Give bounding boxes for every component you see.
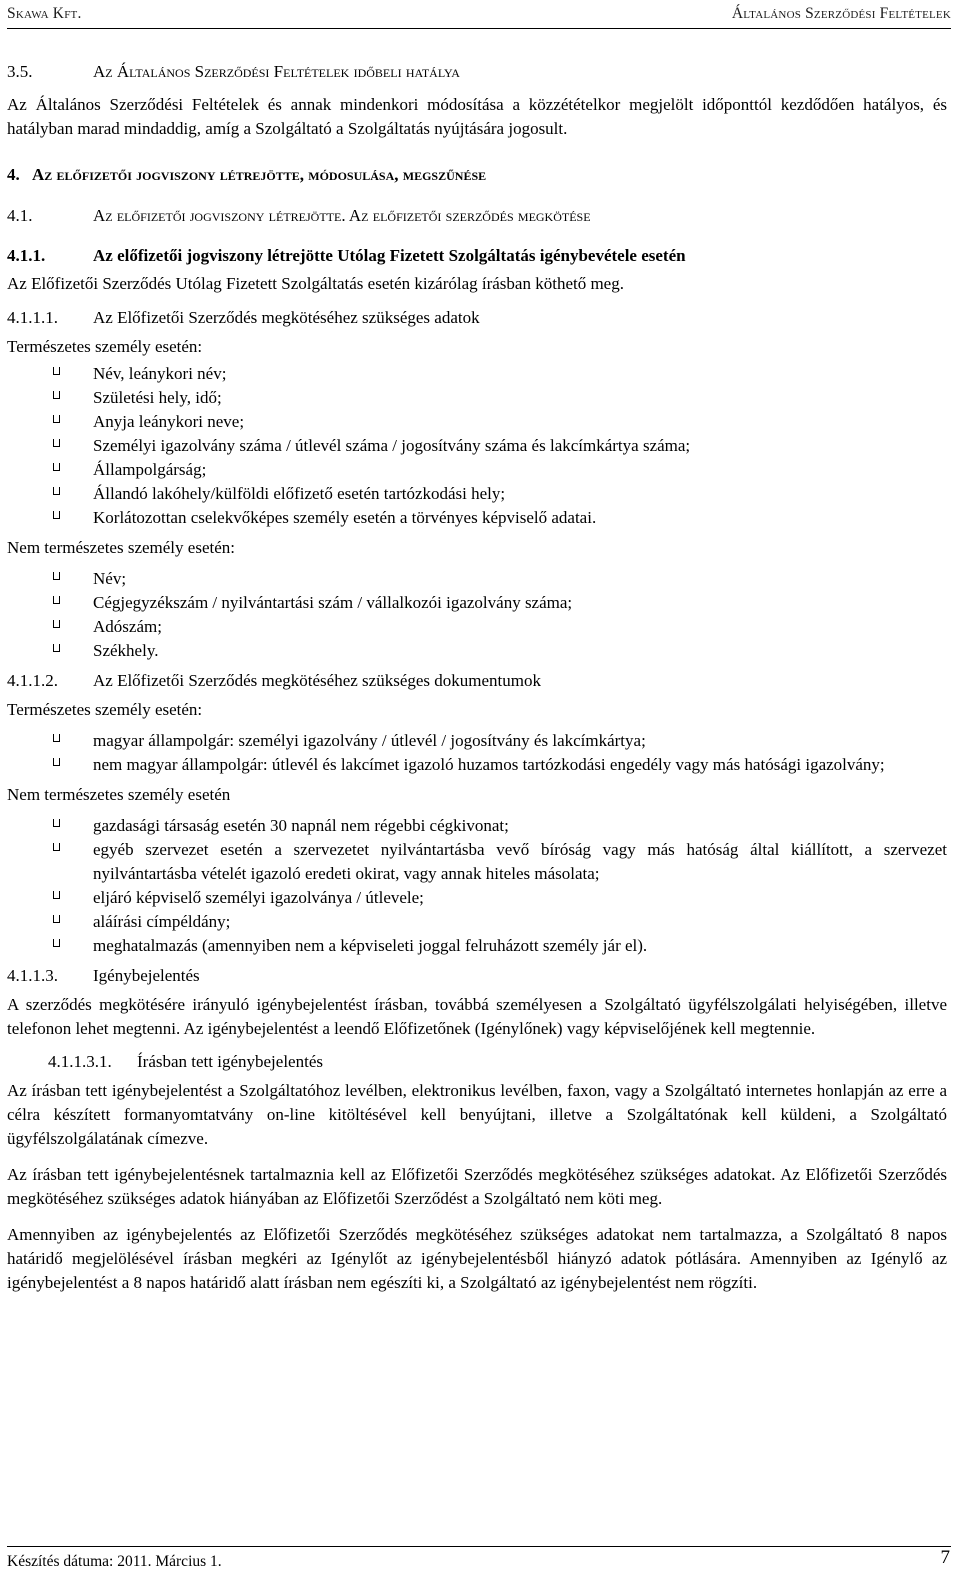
list-item: egyéb szervezet esetén a szervezetet nyilvántartásba vevő bíróság vagy más hatóság által kiállított, a szervezet nyilvántartásba vételét igazoló eredeti okirat, vagy annak hiteles másolata; — [7, 838, 947, 886]
section-title: Az Általános Szerződési Feltételek időbeli hatálya — [93, 62, 460, 81]
section-title: Írásban tett igénybejelentés — [137, 1052, 323, 1071]
bullet-square-icon — [53, 511, 60, 519]
list-item: Székhely. — [7, 639, 947, 663]
header-rule — [7, 28, 951, 29]
bullet-square-icon — [53, 734, 60, 742]
page-number: 7 — [940, 1547, 950, 1568]
footer-date: Készítés dátuma: 2011. Március 1. — [7, 1553, 222, 1570]
section-title: Az Előfizetői Szerződés megkötéséhez szükséges dokumentumok — [93, 671, 542, 690]
bullet-square-icon — [53, 915, 60, 923]
section-title: Az előfizetői jogviszony létrejötte Utólag Fizetett Szolgáltatás igénybevétele esetén — [93, 246, 686, 265]
bullet-square-icon — [53, 758, 60, 766]
section-heading-3-5 — [7, 60, 947, 84]
paragraph-3-5: Az Általános Szerződési Feltételek és annak mindenkori módosítása a közzétételkor megjelölt időponttól kezdődően hatályos, és hatályban marad mindaddig, amíg a Szolgáltató a Szolgáltatás nyújtására jogosult. — [7, 95, 947, 138]
bullet-square-icon — [53, 367, 60, 375]
bullet-square-icon — [53, 572, 60, 580]
section-number: 4.1.1. — [7, 246, 46, 265]
natural-person-label: Természetes személy esetén: — [7, 337, 203, 356]
list-item: Személyi igazolvány száma / útlevél száma / jogosítvány száma és lakcímkártya száma; — [7, 434, 947, 458]
legal-person-label: Nem természetes személy esetén: — [7, 538, 235, 557]
bullet-square-icon — [53, 644, 60, 652]
list-item: magyar állampolgár: személyi igazolvány / útlevél / jogosítvány és lakcímkártya; — [7, 729, 947, 753]
document-body — [7, 60, 947, 1295]
section-number: 4.1.1.1. — [7, 308, 58, 327]
section-number: 4.1.1.2. — [7, 671, 58, 690]
list-item: gazdasági társaság esetén 30 napnál nem régebbi cégkivonat; — [7, 814, 947, 838]
bullet-square-icon — [53, 391, 60, 399]
page-header — [7, 1, 951, 27]
section-heading-4-1-1-1 — [7, 306, 947, 330]
bullet-square-icon — [53, 620, 60, 628]
header-company: Skawa Kft. — [7, 5, 82, 22]
list-item: meghatalmazás (amennyiben nem a képviseleti joggal felruházott személy jár el). — [7, 934, 947, 958]
section-number: 4.1.1.3. — [7, 966, 58, 985]
bullet-square-icon — [53, 596, 60, 604]
list-item: nem magyar állampolgár: útlevél és lakcímet igazoló huzamos tartózkodási engedély vagy más hatósági igazolvány; — [7, 753, 947, 777]
legal-person-label: Nem természetes személy esetén — [7, 785, 231, 804]
section-heading-4-1-1 — [7, 244, 947, 268]
section-number: 3.5. — [7, 62, 33, 81]
legal-person-documents-list — [7, 814, 947, 958]
list-item: Állandó lakóhely/külföldi előfizető esetén tartózkodási hely; — [7, 482, 947, 506]
section-title: Az előfizetői jogviszony létrejötte. Az előfizetői szerződés megkötése — [93, 206, 591, 225]
paragraph-4-1-1-3-1-a: Az írásban tett igénybejelentést a Szolgáltatóhoz levélben, elektronikus levélben, faxon, vagy a Szolgáltató internetes honlapján az erre a célra készített formanyomtatvány on-line kitöltésével kell benyújtani, illetve a Szolgáltatónak kell küldeni, a Szolgáltató ügyfélszolgálatának címezve. — [7, 1081, 947, 1148]
bullet-square-icon — [53, 439, 60, 447]
section-number: 4. — [7, 165, 20, 184]
list-item: Állampolgárság; — [7, 458, 947, 482]
list-item: Születési hely, idő; — [7, 386, 947, 410]
paragraph-4-1-1-3-1-b: Az írásban tett igénybejelentésnek tartalmaznia kell az Előfizetői Szerződés megkötéséhez szükséges adatokat. Az Előfizetői Szerződés megkötéséhez szükséges adatok hiányában az Előfizetői Szerződést a Szolgáltató nem köti meg. — [7, 1165, 947, 1208]
bullet-square-icon — [53, 487, 60, 495]
list-item: Korlátozottan cselekvőképes személy esetén a törvényes képviselő adatai. — [7, 506, 947, 530]
header-doc-title: Általános Szerződési Feltételek — [731, 5, 951, 22]
section-heading-4 — [7, 163, 947, 187]
section-heading-4-1-1-2 — [7, 669, 947, 693]
section-title: Az előfizetői jogviszony létrejötte, módosulása, megszűnése — [32, 165, 487, 184]
list-item: Név; — [7, 567, 947, 591]
list-item: eljáró képviselő személyi igazolványa / útlevele; — [7, 886, 947, 910]
footer-rule — [7, 1546, 951, 1547]
list-item: Adószám; — [7, 615, 947, 639]
page-footer — [7, 1547, 951, 1576]
bullet-square-icon — [53, 939, 60, 947]
natural-person-documents-list — [7, 729, 947, 777]
bullet-square-icon — [53, 415, 60, 423]
paragraph-4-1-1-3-1-c: Amennyiben az igénybejelentés az Előfizetői Szerződés megkötéséhez szükséges adatokat nem tartalmazza, a Szolgáltató 8 napos határidő megjelölésével írásban megkéri az Igénylőt az igénybejelentésből hiányzó adatok pótlására. Amennyiben az Igénylő az igénybejelentést a 8 napos határidő alatt írásban nem egészíti ki, a Szolgáltató az igénybejelentést nem rögzíti. — [7, 1225, 947, 1292]
section-number: 4.1.1.3.1. — [48, 1052, 112, 1071]
section-heading-4-1-1-3 — [7, 964, 947, 988]
paragraph-4-1-1: Az Előfizetői Szerződés Utólag Fizetett Szolgáltatás esetén kizárólag írásban köthető meg. — [7, 274, 624, 293]
list-item: Cégjegyzékszám / nyilvántartási szám / vállalkozói igazolvány száma; — [7, 591, 947, 615]
natural-person-label: Természetes személy esetén: — [7, 700, 203, 719]
paragraph-4-1-1-3: A szerződés megkötésére irányuló igénybejelentést írásban, továbbá személyesen a Szolgáltató ügyfélszolgálati helyiségében, illetve telefonon lehet megtenni. Az igénybejelentést a leendő Előfizetőnek (Igénylőnek) vagy képviselőjének kell megtennie. — [7, 995, 947, 1038]
list-item: aláírási címpéldány; — [7, 910, 947, 934]
legal-person-data-list — [7, 567, 947, 663]
list-item: Anyja leánykori neve; — [7, 410, 947, 434]
section-title: Igénybejelentés — [93, 966, 200, 985]
bullet-square-icon — [53, 463, 60, 471]
section-heading-4-1-1-3-1 — [7, 1050, 947, 1074]
bullet-square-icon — [53, 843, 60, 851]
section-title: Az Előfizetői Szerződés megkötéséhez szükséges adatok — [93, 308, 480, 327]
list-item: Név, leánykori név; — [7, 362, 947, 386]
bullet-square-icon — [53, 819, 60, 827]
bullet-square-icon — [53, 891, 60, 899]
section-number: 4.1. — [7, 206, 33, 225]
section-heading-4-1 — [7, 204, 947, 228]
natural-person-data-list — [7, 362, 947, 530]
